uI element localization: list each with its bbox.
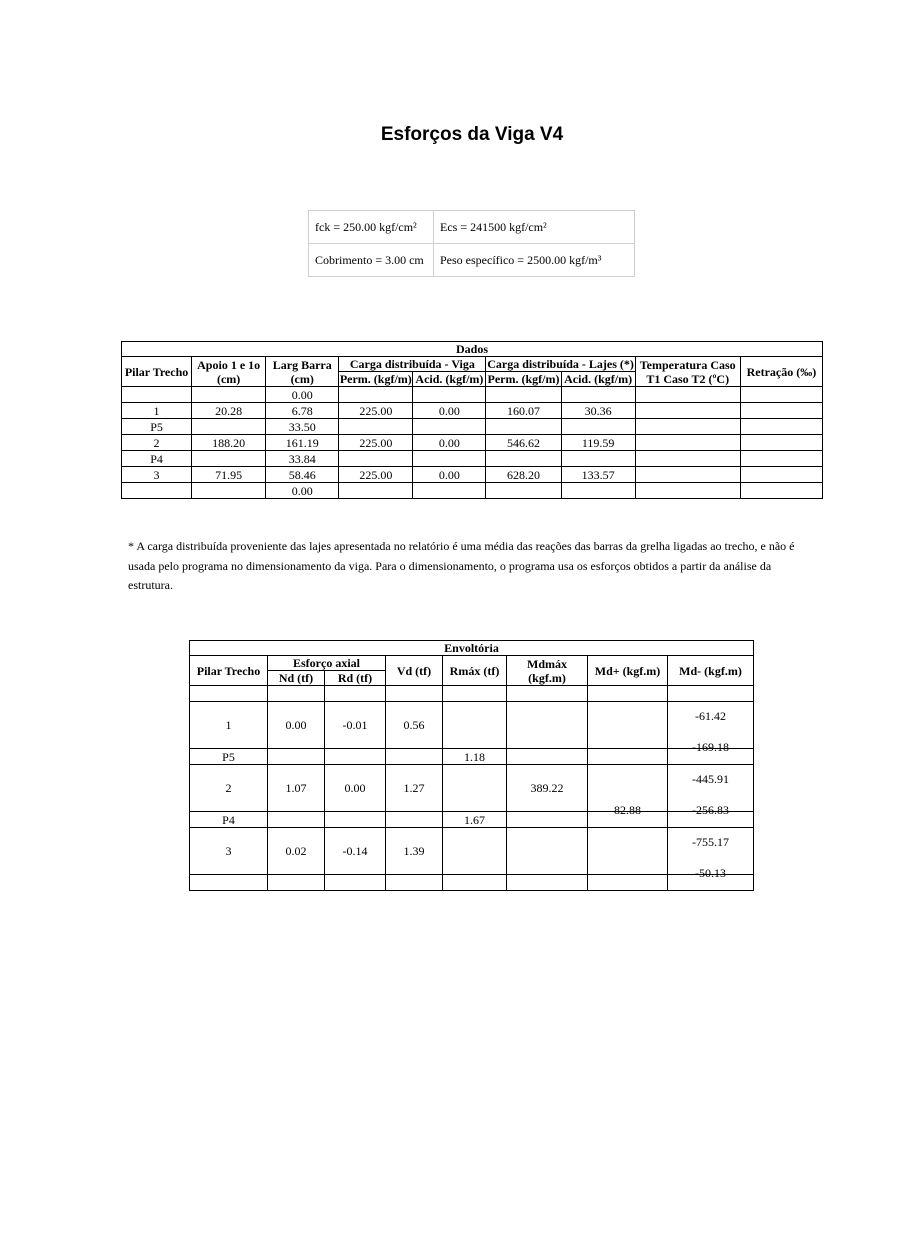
envoltoria-cell-mdmax xyxy=(507,812,588,828)
envoltoria-cell-rmax xyxy=(443,828,507,875)
envoltoria-table xyxy=(189,640,754,891)
dados-cell-vacid xyxy=(413,483,486,499)
envoltoria-cell-mdneg xyxy=(668,702,754,754)
dados-cell-lperm xyxy=(486,483,561,499)
ecs-value: Ecs = 241500 kgf/cm² xyxy=(434,211,635,244)
envoltoria-cell-rmax xyxy=(443,765,507,812)
dados-cell-lperm xyxy=(486,451,561,467)
dados-cell-ret xyxy=(740,403,822,419)
header-lajes-acid: Acid. (kgf/m) xyxy=(561,372,635,387)
envoltoria-cell-pilar: 2 xyxy=(190,765,268,812)
dados-cell-larg: 33.84 xyxy=(266,451,339,467)
dados-cell-vacid xyxy=(413,451,486,467)
table-row xyxy=(122,451,823,467)
envoltoria-cell-nd: 0.00 xyxy=(268,702,325,749)
dados-cell-larg: 0.00 xyxy=(266,483,339,499)
envoltoria-cell-pilar: 3 xyxy=(190,828,268,875)
header-apoio: Apoio 1 e 1o (cm) xyxy=(192,357,266,387)
table-row xyxy=(122,387,823,403)
dados-cell-ret xyxy=(740,483,822,499)
dados-cell-lacid xyxy=(561,451,635,467)
dados-cell-ret xyxy=(740,387,822,403)
envoltoria-cell-nd xyxy=(268,812,325,828)
dados-cell-lacid xyxy=(561,483,635,499)
envoltoria-cell-pilar: 1 xyxy=(190,702,268,749)
dados-cell-apoio xyxy=(192,483,266,499)
dados-cell-vperm xyxy=(339,387,413,403)
envoltoria-cell-mdmax: 389.22 xyxy=(507,765,588,812)
dados-cell-ret xyxy=(740,419,822,435)
dados-cell-temp xyxy=(635,403,740,419)
dados-cell-apoio xyxy=(192,419,266,435)
md-neg-bottom: -50.13 xyxy=(695,866,726,880)
table-row xyxy=(190,702,754,749)
dados-table xyxy=(121,341,823,499)
header-md-pos: Md+ (kgf.m) xyxy=(588,656,668,686)
dados-cell-lperm: 628.20 xyxy=(486,467,561,483)
dados-cell-larg: 33.50 xyxy=(266,419,339,435)
envoltoria-cell-vd: 0.56 xyxy=(386,702,443,749)
lajes-footnote: * A carga distribuída proveniente das lajes apresentada no relatório é uma média das reações das barras da grelha ligadas ao trecho, e não é usada pelo programa no dimensionamento da viga. Para o dimensionamento, o programa usa os esforços obtidos a partir da análise da estrutura. xyxy=(128,539,795,592)
dados-cell-larg: 6.78 xyxy=(266,403,339,419)
envoltoria-cell-mdmax xyxy=(507,828,588,875)
envoltoria-cell-nd xyxy=(268,749,325,765)
header-md-neg: Md- (kgf.m) xyxy=(668,656,754,686)
dados-cell-vacid xyxy=(413,419,486,435)
cobrimento-value: Cobrimento = 3.00 cm xyxy=(309,244,434,277)
dados-cell-vperm xyxy=(339,483,413,499)
envoltoria-cell-rd: 0.00 xyxy=(325,765,386,812)
envoltoria-cell-rmax xyxy=(443,702,507,749)
dados-cell-temp xyxy=(635,483,740,499)
envoltoria-cell-mdneg xyxy=(668,828,754,880)
header-viga-perm: Perm. (kgf/m) xyxy=(339,372,412,386)
dados-cell-apoio xyxy=(192,451,266,467)
header-lajes-perm: Perm. (kgf/m) xyxy=(487,372,560,386)
envoltoria-cell-vd xyxy=(386,749,443,765)
dados-cell-lacid: 133.57 xyxy=(561,467,635,483)
peso-especifico-value: Peso específico = 2500.00 kgf/m³ xyxy=(434,244,635,277)
dados-cell-pilar: 2 xyxy=(122,435,192,451)
dados-cell-vperm: 225.00 xyxy=(339,435,413,451)
envoltoria-cell-vd: 1.39 xyxy=(386,828,443,875)
dados-cell-pilar xyxy=(122,483,192,499)
md-neg-top: -445.91 xyxy=(692,772,729,786)
dados-cell-ret xyxy=(740,467,822,483)
envoltoria-cell-rd xyxy=(325,749,386,765)
envoltoria-cell-mdpos xyxy=(588,749,668,765)
dados-cell-vacid xyxy=(413,387,486,403)
dados-cell-pilar: P4 xyxy=(122,451,192,467)
dados-cell-apoio: 188.20 xyxy=(192,435,266,451)
envoltoria-cell-mdpos: 82.88 xyxy=(588,765,668,812)
envoltoria-caption: Envoltória xyxy=(190,641,754,656)
table-row xyxy=(122,467,823,483)
table-row xyxy=(122,403,823,419)
header-carga-viga: Carga distribuída - Viga xyxy=(339,357,486,372)
dados-cell-vperm: 225.00 xyxy=(339,403,413,419)
table-row xyxy=(122,435,823,451)
page-title: Esforços da Viga V4 xyxy=(380,124,564,145)
dados-cell-pilar: P5 xyxy=(122,419,192,435)
dados-cell-apoio: 20.28 xyxy=(192,403,266,419)
dados-cell-lperm xyxy=(486,419,561,435)
header-vd: Vd (tf) xyxy=(386,656,443,686)
dados-cell-vperm xyxy=(339,451,413,467)
envoltoria-cell-mdmax xyxy=(507,702,588,749)
dados-cell-lperm xyxy=(486,387,561,403)
dados-cell-larg: 58.46 xyxy=(266,467,339,483)
dados-cell-larg: 0.00 xyxy=(266,387,339,403)
envoltoria-cell-nd: 0.02 xyxy=(268,828,325,875)
material-properties-table xyxy=(308,210,635,277)
dados-cell-vacid: 0.00 xyxy=(413,403,486,419)
header-nd: Nd (tf) xyxy=(268,671,325,686)
envoltoria-cell-mdmax xyxy=(507,749,588,765)
dados-cell-apoio xyxy=(192,387,266,403)
envoltoria-cell-rmax: 1.18 xyxy=(443,749,507,765)
header-rmax: Rmáx (tf) xyxy=(443,656,507,686)
md-neg-bottom: -169.18 xyxy=(692,740,729,754)
dados-cell-temp xyxy=(635,451,740,467)
envoltoria-cell-rd xyxy=(325,812,386,828)
md-neg-top: -755.17 xyxy=(692,835,729,849)
dados-cell-ret xyxy=(740,435,822,451)
envoltoria-cell-pilar: P5 xyxy=(190,749,268,765)
fck-value: fck = 250.00 kgf/cm² xyxy=(309,211,434,244)
dados-cell-lacid: 119.59 xyxy=(561,435,635,451)
envoltoria-cell-vd xyxy=(386,812,443,828)
table-row xyxy=(190,686,754,702)
dados-cell-temp xyxy=(635,387,740,403)
envoltoria-cell-nd: 1.07 xyxy=(268,765,325,812)
dados-cell-temp xyxy=(635,467,740,483)
header-pilar-trecho: Pilar Trecho xyxy=(190,656,268,686)
envoltoria-cell-mdneg xyxy=(668,765,754,817)
envoltoria-cell-mdpos xyxy=(588,702,668,749)
envoltoria-cell-vd: 1.27 xyxy=(386,765,443,812)
dados-cell-lperm: 546.62 xyxy=(486,435,561,451)
dados-cell-pilar xyxy=(122,387,192,403)
dados-cell-vperm xyxy=(339,419,413,435)
dados-cell-apoio: 71.95 xyxy=(192,467,266,483)
dados-cell-ret xyxy=(740,451,822,467)
table-row xyxy=(190,765,754,812)
envoltoria-cell-pilar: P4 xyxy=(190,812,268,828)
header-mdmax: Mdmáx (kgf.m) xyxy=(507,656,588,686)
dados-cell-temp xyxy=(635,419,740,435)
dados-cell-vperm: 225.00 xyxy=(339,467,413,483)
envoltoria-cell-rd: -0.14 xyxy=(325,828,386,875)
dados-cell-lacid xyxy=(561,387,635,403)
dados-cell-lacid xyxy=(561,419,635,435)
envoltoria-cell-rd: -0.01 xyxy=(325,702,386,749)
dados-cell-lperm: 160.07 xyxy=(486,403,561,419)
header-pilar-trecho: Pilar Trecho xyxy=(122,357,192,387)
dados-cell-pilar: 1 xyxy=(122,403,192,419)
table-row xyxy=(122,419,823,435)
dados-cell-vacid: 0.00 xyxy=(413,435,486,451)
header-rd: Rd (tf) xyxy=(325,671,386,686)
table-row xyxy=(122,483,823,499)
envoltoria-cell-mdpos xyxy=(588,828,668,875)
md-neg-top: -61.42 xyxy=(695,709,726,723)
dados-cell-larg: 161.19 xyxy=(266,435,339,451)
envoltoria-cell-rmax: 1.67 xyxy=(443,812,507,828)
dados-cell-pilar: 3 xyxy=(122,467,192,483)
dados-cell-lacid: 30.36 xyxy=(561,403,635,419)
header-viga-acid: Acid. (kgf/m) xyxy=(413,372,486,387)
dados-caption: Dados xyxy=(122,342,823,357)
header-esforco-axial: Esforço axial xyxy=(268,656,386,671)
header-temperatura: Temperatura Caso T1 Caso T2 (ºC) xyxy=(635,357,740,387)
md-neg-bottom: -256.83 xyxy=(692,803,729,817)
header-carga-lajes: Carga distribuída - Lajes (*) xyxy=(487,357,634,371)
header-larg-barra: Larg Barra (cm) xyxy=(266,357,339,387)
header-retracao: Retração (‰) xyxy=(740,357,822,387)
table-row xyxy=(190,828,754,875)
dados-cell-vacid: 0.00 xyxy=(413,467,486,483)
dados-cell-temp xyxy=(635,435,740,451)
